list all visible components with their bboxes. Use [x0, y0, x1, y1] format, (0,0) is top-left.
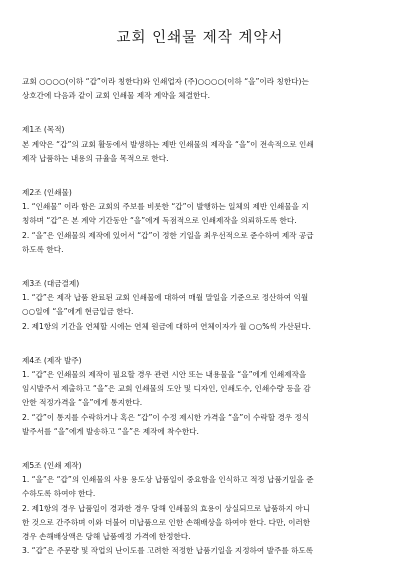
intro-line: 교회 ○○○○(이하 “갑”이라 칭한다)와 인쇄업자 (주)○○○○(이하 “을”이라 칭한다)는 [22, 77, 309, 86]
article-line: 1. “갑”은 제작 납품 완료된 교회 인쇄물에 대하여 매월 말일을 기준으로 정산하여 익월 [22, 293, 309, 303]
article-heading: 제3조 (대금결제) [22, 279, 80, 289]
article-4 [22, 354, 378, 439]
article-line: 하도록 한다. [22, 244, 64, 254]
article-5 [22, 459, 378, 558]
article-line: 경우 손해배상액은 당해 납품예정 가격에 한정한다. [22, 532, 191, 542]
article-line: 칭하며 “갑”은 본 계약 기간동안 “을”에게 독점적으로 인쇄제작을 의뢰하도록 한다. [22, 216, 297, 226]
article-heading: 제5조 (인쇄 제작) [22, 461, 82, 471]
article-line: 임시발주서 제출하고 “을”은 교회 인쇄물의 도안 및 디자인, 인쇄도수, 인쇄수량 등을 감 [22, 384, 311, 394]
article-line: 2. “갑”이 통지를 수락하거나 혹은 “갑”이 수정 제시한 가격을 “을”이 수락할 경우 정식 [22, 412, 310, 422]
article-heading: 제1조 (목적) [22, 125, 65, 135]
article-line: 안한 적정가격을 “을”에게 통지한다. [22, 398, 143, 408]
article-line: 수하도록 하여야 한다. [22, 489, 96, 499]
article-1 [22, 123, 378, 166]
article-line: 본 계약은 “갑”의 교회 활동에서 발생하는 제반 인쇄물의 제작을 “을”이 전속적으로 인쇄 [22, 139, 314, 149]
article-line: 1. “인쇄물” 이라 함은 교회의 주보를 비롯한 “갑”이 발행하는 일체의 제반 인쇄물을 지 [22, 202, 309, 212]
article-line: 1. “갑”은 인쇄물의 제작이 필요할 경우 관련 시안 또는 내용물을 “을”에게 인쇄제작을 [22, 370, 307, 380]
article-line: 3. “갑”은 주문량 및 작업의 난이도를 고려한 적정한 납품기일을 지정하여 발주를 하도록 [22, 546, 314, 556]
article-line: 제작 납품하는 내용의 규율을 목적으로 한다. [22, 153, 169, 163]
article-line: 2. “을”은 인쇄물의 제작에 있어서 “갑”이 정한 기일을 최우선적으로 준수하여 제작 공급 [22, 230, 314, 240]
article-line: ○○일에 “을”에게 현금입금 한다. [22, 307, 134, 317]
intro-block [22, 75, 378, 103]
document-title: 교회 인쇄물 제작 계약서 [116, 30, 284, 46]
article-line: 2. 제1항의 경우 납품일이 경과한 경우 당해 인쇄물의 효용이 상실되므로 납품하지 아니 [22, 503, 311, 513]
article-line: 발주서를 “을”에게 발송하고 “을”은 제작에 착수한다. [22, 426, 199, 436]
article-2 [22, 186, 378, 257]
article-3 [22, 277, 378, 334]
intro-line: 상호간에 다음과 같이 교회 인쇄물 제작 계약을 체결한다. [22, 91, 211, 101]
article-line: 한 것으로 간주하며 이와 더불어 미납품으로 인한 손해배상을 하여야 한다. 다만, 이러한 [22, 517, 311, 527]
article-line: 1. “을”은 “갑”의 인쇄물의 사용 용도상 납품일이 중요함을 인식하고 적정 납품기일을 준 [22, 475, 314, 485]
article-heading: 제2조 (인쇄물) [22, 188, 72, 198]
article-line: 2. 제1항의 기간을 연체할 시에는 연체 원금에 대하여 연체이자가 월 ○○%씩 가산된다. [22, 321, 311, 331]
article-heading: 제4조 (제작 발주) [22, 355, 82, 365]
